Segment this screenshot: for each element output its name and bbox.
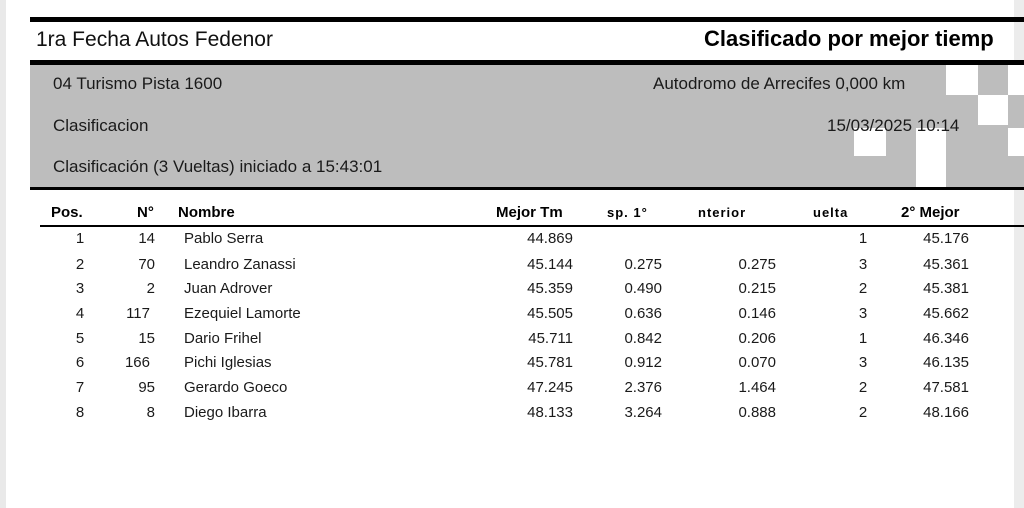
col-header-second-best: 2° Mejor (901, 204, 960, 221)
cell-lap: 2 (858, 404, 868, 421)
cell-lap: 1 (858, 330, 868, 347)
cell-name: Ezequiel Lamorte (184, 305, 301, 322)
cell-best-time: 45.781 (527, 354, 573, 371)
table-row (0, 305, 1024, 329)
cell-second-best: 45.176 (923, 230, 969, 247)
cell-lap: 3 (858, 354, 868, 371)
cell-number: 95 (138, 379, 155, 396)
top-rule (30, 17, 1024, 22)
cell-second-best: 45.381 (923, 280, 969, 297)
report-title: Clasificado por mejor tiemp (704, 26, 994, 51)
session-info-panel (30, 65, 1024, 187)
cell-best-time: 45.144 (527, 256, 573, 273)
table-row (0, 379, 1024, 403)
cell-gap-previous: 0.215 (738, 280, 776, 297)
cell-gap-first: 0.490 (624, 280, 662, 297)
cell-gap-first: 0.275 (624, 256, 662, 273)
cell-gap-previous: 0.070 (738, 354, 776, 371)
cell-name: Gerardo Goeco (184, 379, 288, 396)
cell-gap-first: 2.376 (624, 379, 662, 396)
table-row (0, 256, 1024, 280)
cell-pos: 1 (75, 230, 85, 247)
table-row (0, 330, 1024, 354)
cell-best-time: 47.245 (527, 379, 573, 396)
cell-lap: 1 (858, 230, 868, 247)
cell-gap-first: 3.264 (624, 404, 662, 421)
category-label: 04 Turismo Pista 1600 (53, 74, 223, 93)
col-header-pos: Pos. (51, 204, 83, 221)
cell-lap: 3 (858, 305, 868, 322)
cell-gap-previous: 0.146 (738, 305, 776, 322)
circuit-label: Autodromo de Arrecifes 0,000 km (653, 74, 906, 93)
checkered-flag-square (946, 65, 978, 95)
datetime-label: 15/03/2025 10:14 (827, 116, 960, 135)
cell-number: 70 (138, 256, 155, 273)
col-header-name: Nombre (178, 204, 235, 221)
cell-second-best: 45.662 (923, 305, 969, 322)
col-header-number: N° (137, 204, 154, 221)
cell-name: Diego Ibarra (184, 404, 267, 421)
cell-pos: 8 (75, 404, 85, 421)
cell-lap: 2 (858, 379, 868, 396)
cell-second-best: 47.581 (923, 379, 969, 396)
table-row (0, 404, 1024, 428)
event-title: 1ra Fecha Autos Fedenor (36, 28, 273, 51)
cell-best-time: 45.505 (527, 305, 573, 322)
column-header-rule (40, 225, 1024, 227)
panel-bottom-rule (30, 187, 1024, 190)
checkered-flag-square (978, 95, 1008, 125)
left-page-edge (0, 0, 6, 508)
cell-gap-previous: 0.888 (738, 404, 776, 421)
cell-number: 14 (138, 230, 155, 247)
cell-number: 8 (146, 404, 155, 421)
cell-best-time: 48.133 (527, 404, 573, 421)
cell-second-best: 45.361 (923, 256, 969, 273)
col-header-lap: uelta (813, 205, 849, 220)
cell-name: Pablo Serra (184, 230, 264, 247)
table-row (0, 280, 1024, 304)
cell-second-best: 48.166 (923, 404, 969, 421)
col-header-gap-first: sp. 1° (607, 205, 648, 220)
col-header-best-time: Mejor Tm (496, 204, 563, 221)
cell-lap: 3 (858, 256, 868, 273)
cell-gap-first: 0.912 (624, 354, 662, 371)
cell-gap-first: 0.842 (624, 330, 662, 347)
cell-name: Juan Adrover (184, 280, 273, 297)
cell-gap-first: 0.636 (624, 305, 662, 322)
cell-gap-previous: 1.464 (738, 379, 776, 396)
cell-gap-previous: 0.206 (738, 330, 776, 347)
session-label: Clasificacion (53, 116, 149, 135)
cell-name: Leandro Zanassi (184, 256, 296, 273)
cell-name: Pichi Iglesias (184, 354, 272, 371)
cell-number: 15 (138, 330, 155, 347)
cell-lap: 2 (858, 280, 868, 297)
checkered-flag-square (916, 156, 946, 187)
cell-pos: 5 (75, 330, 85, 347)
session-start-label: Clasificación (3 Vueltas) iniciado a 15:43:01 (53, 157, 383, 176)
cell-second-best: 46.346 (923, 330, 969, 347)
cell-best-time: 45.711 (528, 330, 573, 347)
cell-number: 117 (126, 305, 150, 322)
cell-best-time: 45.359 (527, 280, 573, 297)
cell-pos: 4 (75, 305, 85, 322)
cell-name: Dario Frihel (184, 330, 262, 347)
cell-second-best: 46.135 (923, 354, 969, 371)
checkered-flag-square (1008, 65, 1024, 95)
col-header-gap-previous: nterior (698, 205, 747, 220)
checkered-flag-square (1008, 128, 1024, 156)
cell-number: 166 (124, 354, 150, 371)
cell-gap-previous: 0.275 (738, 256, 776, 273)
cell-number: 2 (146, 280, 155, 297)
cell-pos: 3 (75, 280, 85, 297)
cell-pos: 2 (75, 256, 85, 273)
cell-pos: 6 (75, 354, 85, 371)
cell-pos: 7 (75, 379, 85, 396)
table-row (0, 354, 1024, 378)
cell-best-time: 44.869 (527, 230, 573, 247)
table-row (0, 230, 1024, 254)
